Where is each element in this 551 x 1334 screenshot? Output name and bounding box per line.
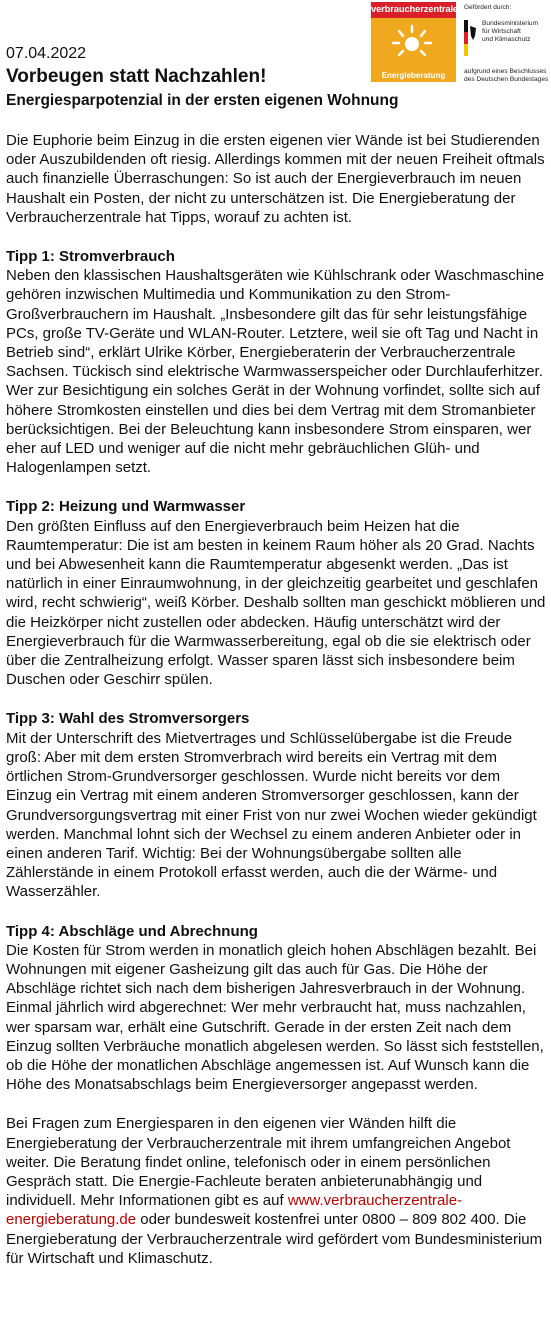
logo-brand-text: verbraucherzentrale: [371, 4, 459, 15]
federal-flag-icon: [464, 20, 478, 56]
tip-section-4: [6, 922, 548, 1095]
page-title: Vorbeugen statt Nachzahlen!: [6, 66, 267, 87]
logo-band: [371, 2, 459, 18]
tip-text-2: Den größten Einfluss auf den Energieverbrauch beim Heizen hat die Raumtemperatur: Die ist am besten in keinem Raum höher als 20 Grad. Nachts und bei Abwesenheit kann die Raumtemperatur abgesenkt werden. „Das ist natürlich in einer Einraumwohnung, in der gleichzeitig gearbeitet und geschlafen wird, recht schwierig“, weiß Körber. Deshalb sollten man geschickt möblieren und die Heizkörper nicht zustellen oder abdecken. Häufig unterschätzt wird der Energieverbrauch für die Warmwasserbereitung, egal ob die sie elektrisch oder über die Zentralheizung erfolgt. Wasser sparen lässt sich insbesondere beim Duschen oder Geschirr spülen.: [6, 517, 546, 689]
article-body: [6, 131, 548, 1288]
verbraucherzentrale-logo: [371, 2, 459, 82]
article-date: 07.04.2022: [6, 45, 87, 62]
header-logos: [371, 2, 549, 102]
page-subtitle: Energiesparpotenzial in der ersten eigenen Wohnung: [6, 92, 399, 109]
sun-icon: [387, 22, 437, 64]
tip-section-2: [6, 497, 548, 689]
bundestag-decision: aufgrund eines Beschlusses des Deutschen Bundestages: [464, 68, 549, 83]
tip-text-3: Mit der Unterschrift des Mietvertrages und Schlüsselübergabe ist die Freude groß: Aber mit dem ersten Stromverbrach wird bereits ein Vertrag mit dem örtlichen Strom-Grundversorger geschlossen. Wurde nicht bereits vor dem Einzug ein Vertrag mit einem anderen Stromversorger geschlossen, kann der Grundversorgungsvertrag mit einer Frist von nur zwei Wochen wieder gekündigt werden. Manchmal lohnt sich der Wechsel zu einem anderen Anbieter oder in einen anderen Tarif. Wichtig: Bei der Wohnungsübergabe sollten alle Zählerstände in einem Protokoll erfasst werden, auch die der Wärme- und Wasserzähler.: [6, 729, 537, 901]
intro-paragraph: Die Euphorie beim Einzug in die ersten eigenen vier Wände ist bei Studierenden oder Auszubildenden oft riesig. Allerdings kommen mit der neuen Freiheit oftmals auch finanzielle Überraschungen: So ist auch der Energieverbrauch im neuen Haushalt ein Posten, der nicht zu unterschätzen ist. Die Energieberatung der Verbraucherzentrale hat Tipps, worauf zu achten ist.: [6, 132, 545, 226]
tip-text-1: Neben den klassischen Haushaltsgeräten wie Kühlschrank oder Waschmaschine gehören inzwischen Multimedia und Kommunikation zu den Strom-Großverbrauchern im Haushalt. „Insbesondere gilt das für sehr leistungsfähige PCs, große TV-Geräte und WLAN-Router. Letztere, weil sie oft Tag und Nacht in Betrieb sind“, erklärt Ulrike Körber, Energieberaterin der Verbraucherzentrale Sachsen. Tückisch sind elektrische Warmwasserspeicher oder Durchlauferhitzer. Wer zur Besichtigung ein solches Gerät in der Wohnung vorfindet, sollte sich auf höhere Stromkosten einstellen und dies bei dem Vertrag mit dem Stromanbieter berücksichtigen. Bei der Beleuchtung kann insbesondere Strom einsparen, wer eher auf LED und weniger auf die nicht mehr gebräuchlichen Glüh- und Halogenlampen setzt.: [6, 267, 545, 477]
ministry-logo: [464, 2, 549, 102]
funding-label: Gefördert durch:: [464, 4, 512, 11]
tip-heading-3: Tipp 3: Wahl des Stromversorgers: [6, 710, 250, 728]
tip-section-3: [6, 709, 548, 901]
energieberatung-link[interactable]: www.verbraucherzentrale-energieberatung.de: [6, 1192, 463, 1229]
closing-text-start: Bei Fragen zum Energiesparen in den eigenen vier Wänden hilft die Energieberatung der Verbraucherzentrale mit ihrem umfangreichen Angebot weiter. Die Beratung findet online, telefonisch oder in einem persönlichen Gespräch statt. Die Energie-Fachleute beraten anbieterunabhängig und individuell. Mehr Informationen gibt es auf: [6, 1115, 511, 1210]
logo-subtitle: Energieberatung: [381, 71, 446, 80]
ministry-name: Bundesministerium für Wirtschaft und Klimaschutz: [482, 20, 539, 43]
closing-text-end: oder bundesweit kostenfrei unter 0800 – 809 802 400. Die Energieberatung der Verbraucherzentrale wird gefördert vom Bundesministerium für Wirtschaft und Klimaschutz.: [6, 1211, 543, 1267]
tip-heading-2: Tipp 2: Heizung und Warmwasser: [6, 498, 246, 516]
tip-heading-4: Tipp 4: Abschläge und Abrechnung: [6, 922, 258, 940]
closing-paragraph: [6, 1114, 548, 1268]
tip-heading-1: Tipp 1: Stromverbrauch: [6, 248, 175, 266]
tip-text-4: Die Kosten für Strom werden in monatlich gleich hohen Abschlägen bezahlt. Bei Wohnungen mit eigener Gasheizung gilt das auch für Gas. Die Höhe der Abschläge richtet sich nach dem bisherigen Jahresverbrauch in der Wohnung. Einmal jährlich wird abgerechnet: Wer mehr verbraucht hat, muss nachzahlen, wer sparsam war, erhält eine Gutschrift. Gerade in der ersten Zeit nach dem Einzug sollten Verbräuche monatlich abgelesen werden. So lässt sich feststellen, ob die Höhe der monatlichen Abschläge angemessen ist. Auf Wunsch kann die Höhe des Monatsabschlags beim Energieversorger angepasst werden.: [6, 941, 544, 1094]
tip-section-1: [6, 247, 548, 477]
